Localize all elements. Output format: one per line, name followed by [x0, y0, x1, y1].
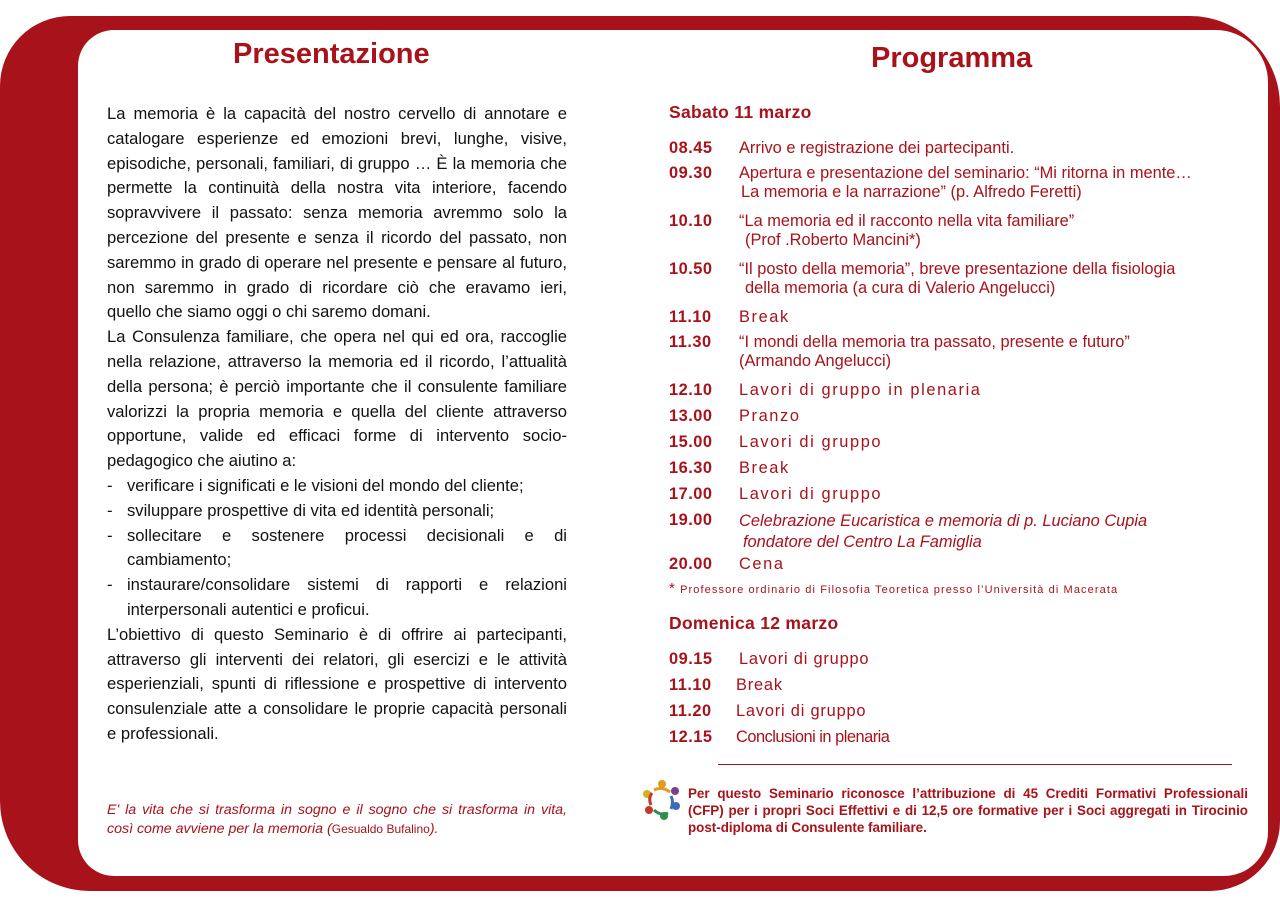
schedule-desc: Break	[736, 676, 783, 694]
schedule-desc-2: della memoria (a cura di Valerio Angelucci)	[745, 279, 1056, 297]
schedule-time: 11.10	[669, 308, 712, 326]
credits-note: Per questo Seminario riconosce l’attribuzione di 45 Crediti Formativi Professionali (CFP) per i propri Soci Effettivi e di 12,5 ore formative per i Soci aggregati in Tirocinio post-diploma di Consulente familiare.	[688, 786, 1248, 835]
schedule-desc: “Il posto della memoria”, breve presentazione della fisiologia	[739, 260, 1176, 278]
schedule-row	[669, 728, 1249, 754]
schedule-row	[669, 139, 1249, 164]
schedule-desc: Lavori di gruppo	[739, 433, 883, 451]
schedule-desc: Cena	[739, 555, 785, 573]
schedule-desc: Lavori di gruppo in plenaria	[739, 381, 982, 399]
schedule-row	[669, 433, 1249, 459]
divider	[718, 764, 1232, 765]
schedule-row	[669, 511, 1249, 555]
schedule-desc: “I mondi della memoria tra passato, presente e futuro”	[739, 333, 1130, 351]
schedule-desc: Celebrazione Eucaristica e memoria di p. Luciano Cupia	[739, 512, 1148, 530]
schedule-time: 09.15	[669, 650, 713, 668]
programma-title: Programma	[871, 42, 1033, 74]
schedule-desc: Arrivo e registrazione dei partecipanti.	[739, 139, 1015, 157]
schedule-desc: Lavori di gruppo	[739, 650, 870, 668]
schedule-desc: Lavori di gruppo	[736, 702, 867, 720]
schedule-row	[669, 333, 1249, 381]
schedule-desc: Break	[739, 308, 790, 326]
schedule-row	[669, 381, 1249, 407]
paragraph-obiettivo: L’obiettivo di questo Seminario è di offrire ai partecipanti, attraverso gli interventi dei relatori, gli esercizi e le attività esperienziali, spunti di riflessione e prospettive di intervento consulenziale atte a consolidare le proprie capacità personali e professionali.	[107, 624, 567, 743]
schedule-desc: Conclusioni in plenaria	[736, 728, 890, 746]
schedule-desc-2: (Armando Angelucci)	[739, 352, 892, 370]
schedule-desc-wrap	[739, 260, 1249, 308]
schedule-row	[669, 308, 1249, 333]
schedule-time: 13.00	[669, 407, 713, 425]
schedule-time: 12.15	[669, 728, 713, 746]
schedule-desc-wrap	[739, 333, 1249, 381]
schedule-row	[669, 650, 1249, 676]
paragraph-consulenza: La Consulenza familiare, che opera nel qui ed ora, raccoglie nella relazione, attraverso la memoria ed il ricordo, l’attualità della persona; è perciò importante che il consulente familiare valorizzi la propria memoria e quella del cliente attraverso opportune, valide ed efficaci forme di intervento socio-pedagogico che aiutino a:	[107, 327, 567, 471]
schedule-time: 19.00	[669, 511, 713, 529]
schedule-desc-wrap	[739, 164, 1249, 212]
schedule-row	[669, 212, 1249, 260]
schedule-row	[669, 459, 1249, 485]
quote	[107, 801, 567, 839]
schedule-time: 12.10	[669, 381, 713, 399]
presentazione-title: Presentazione	[233, 38, 430, 70]
schedule-desc-2: fondatore del Centro La Famiglia	[743, 533, 982, 551]
schedule-row	[669, 485, 1249, 511]
list-item: - sollecitare e sostenere processi decisionali e di cambiamento;	[107, 524, 567, 574]
footnote	[669, 580, 1118, 597]
schedule-desc-2: (Prof .Roberto Mancini*)	[745, 231, 921, 249]
schedule-time: 08.45	[669, 139, 713, 157]
schedule-row	[669, 555, 1249, 579]
schedule-row	[669, 676, 1249, 702]
presentazione-body	[107, 102, 567, 747]
schedule-time: 11.20	[669, 702, 712, 720]
schedule-time: 10.10	[669, 212, 713, 230]
schedule-row	[669, 260, 1249, 308]
list-item: - instaurare/consolidare sistemi di rapporti e relazioni interpersonali autentici e proficui.	[107, 573, 567, 623]
paragraph-memoria: La memoria è la capacità del nostro cervello di annotare e catalogare esperienze ed emozioni brevi, lunghe, visive, episodiche, personali, familiari, di gruppo … È la memoria che permette la continuità della nostra vita interiore, facendo sopravvivere il passato: senza memoria avremmo solo la percezione del presente e senza il ricordo del passato, non saremmo in grado di operare nel presente e pensare al futuro, non saremmo in grado di ricordare ciò che eravamo ieri, quello che siamo oggi o chi saremo domani.	[107, 104, 567, 322]
schedule-time: 09.30	[669, 164, 713, 182]
schedule-desc: Break	[739, 459, 790, 477]
list-item: - sviluppare prospettive di vita ed identità personali;	[107, 499, 567, 524]
list-item: - verificare i significati e le visioni del mondo del cliente;	[107, 474, 567, 499]
schedule-time: 17.00	[669, 485, 713, 503]
quote-author: Gesualdo Bufalino	[331, 822, 430, 836]
quote-end: ).	[429, 821, 439, 837]
goals-list	[107, 474, 567, 623]
schedule-sunday	[669, 650, 1249, 754]
schedule-desc: “La memoria ed il racconto nella vita familiare”	[739, 212, 1075, 230]
schedule-row	[669, 407, 1249, 433]
schedule-time: 15.00	[669, 433, 713, 451]
schedule-time: 20.00	[669, 555, 713, 573]
schedule-desc-2: La memoria e la narrazione” (p. Alfredo Feretti)	[741, 183, 1082, 201]
schedule-desc-wrap	[739, 511, 1249, 555]
schedule-row	[669, 164, 1249, 212]
schedule-desc: Pranzo	[739, 407, 801, 425]
footnote-star: *	[669, 580, 676, 597]
schedule-desc: Apertura e presentazione del seminario: “Mi ritorna in mente…	[739, 164, 1192, 182]
schedule-time: 11.30	[669, 333, 712, 351]
schedule-time: 16.30	[669, 459, 713, 477]
day-heading-saturday: Sabato 11 marzo	[669, 102, 812, 122]
schedule-time: 10.50	[669, 260, 713, 278]
quote-text: E' la vita che si trasforma in sogno e il sogno che si trasforma in vita, così come avviene per la memoria (	[107, 802, 567, 837]
people-circle-logo-icon	[640, 776, 684, 824]
schedule-row	[669, 702, 1249, 728]
day-heading-sunday: Domenica 12 marzo	[669, 613, 839, 633]
schedule-time: 11.10	[669, 676, 712, 694]
schedule-desc: Lavori di gruppo	[739, 485, 883, 503]
schedule-desc-wrap	[739, 212, 1249, 260]
footnote-text: Professore ordinario di Filosofia Teoretica presso l’Università di Macerata	[680, 584, 1119, 596]
schedule-saturday	[669, 139, 1249, 579]
